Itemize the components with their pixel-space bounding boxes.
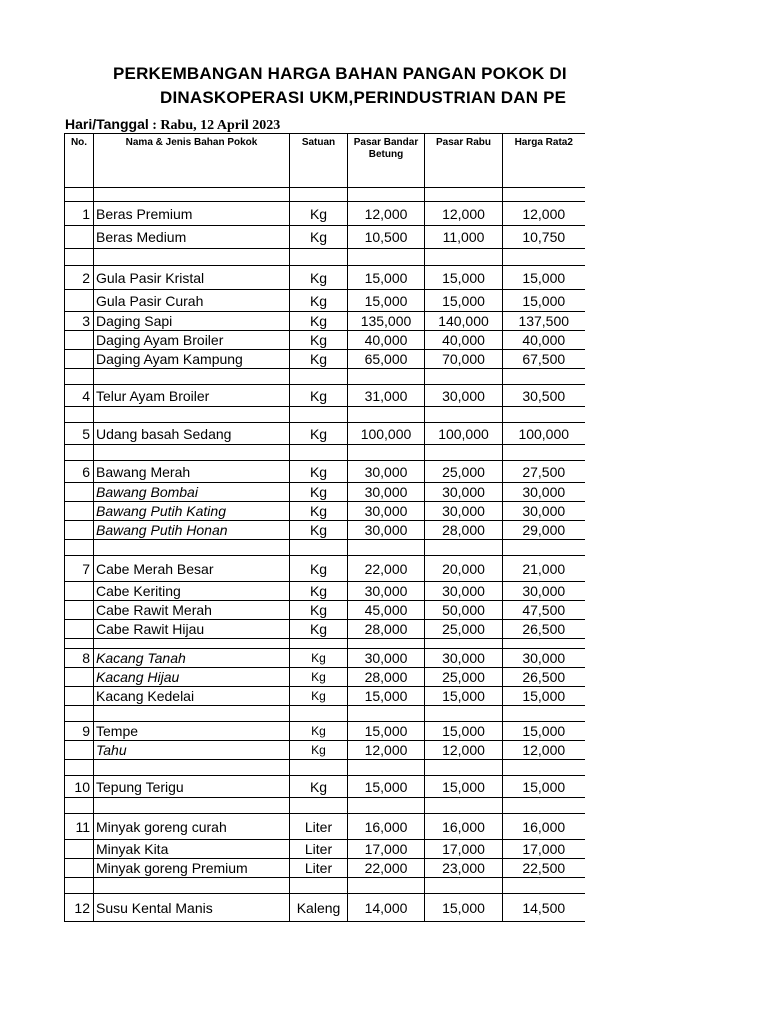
item-name: Minyak Kita bbox=[94, 840, 290, 859]
item-unit: Kg bbox=[290, 226, 348, 249]
price-market1: 22,000 bbox=[348, 556, 425, 582]
price-market1: 30,000 bbox=[348, 502, 425, 521]
price-market1 bbox=[348, 639, 425, 649]
table-row bbox=[65, 423, 585, 445]
item-unit: Kg bbox=[290, 687, 348, 706]
item-name: Tahu bbox=[94, 741, 290, 760]
row-number bbox=[65, 369, 94, 385]
price-market2: 30,000 bbox=[425, 582, 503, 601]
item-unit bbox=[290, 639, 348, 649]
item-unit: Kg bbox=[290, 202, 348, 226]
table-row bbox=[65, 521, 585, 540]
col-header-avg: Harga Rata2 bbox=[503, 134, 585, 188]
price-average: 30,000 bbox=[503, 582, 585, 601]
row-number bbox=[65, 331, 94, 350]
table-row bbox=[65, 556, 585, 582]
price-market1: 15,000 bbox=[348, 776, 425, 798]
item-name: Kacang Tanah bbox=[94, 649, 290, 668]
table-row-spacer bbox=[65, 706, 585, 722]
row-number bbox=[65, 249, 94, 266]
price-market1: 30,000 bbox=[348, 582, 425, 601]
price-market2 bbox=[425, 878, 503, 894]
item-unit bbox=[290, 540, 348, 556]
item-unit: Kg bbox=[290, 582, 348, 601]
item-name: Bawang Merah bbox=[94, 461, 290, 483]
item-unit: Kg bbox=[290, 741, 348, 760]
price-average bbox=[503, 407, 585, 423]
item-unit: Kg bbox=[290, 266, 348, 290]
item-name: Cabe Rawit Hijau bbox=[94, 620, 290, 639]
price-average: 12,000 bbox=[503, 741, 585, 760]
item-name bbox=[94, 369, 290, 385]
item-name bbox=[94, 445, 290, 461]
item-unit: Kg bbox=[290, 521, 348, 540]
row-number bbox=[65, 668, 94, 687]
date-row bbox=[65, 116, 280, 134]
price-market2: 20,000 bbox=[425, 556, 503, 582]
item-name bbox=[94, 540, 290, 556]
item-name: Udang basah Sedang bbox=[94, 423, 290, 445]
table-row bbox=[65, 202, 585, 226]
item-name: Cabe Rawit Merah bbox=[94, 601, 290, 620]
table-row bbox=[65, 687, 585, 706]
row-number bbox=[65, 760, 94, 776]
row-number bbox=[65, 521, 94, 540]
price-market2: 30,000 bbox=[425, 483, 503, 502]
price-average: 30,000 bbox=[503, 502, 585, 521]
price-market2: 140,000 bbox=[425, 312, 503, 331]
date-value: : Rabu, 12 April 2023 bbox=[148, 118, 281, 133]
price-average: 15,000 bbox=[503, 687, 585, 706]
col-header-name: Nama & Jenis Bahan Pokok bbox=[94, 134, 290, 188]
price-market1: 12,000 bbox=[348, 202, 425, 226]
item-name: Minyak goreng curah bbox=[94, 814, 290, 840]
item-unit: Kg bbox=[290, 556, 348, 582]
price-market2: 15,000 bbox=[425, 776, 503, 798]
item-unit: Liter bbox=[290, 814, 348, 840]
price-average: 15,000 bbox=[503, 722, 585, 741]
item-unit: Kg bbox=[290, 290, 348, 312]
item-name: Tepung Terigu bbox=[94, 776, 290, 798]
price-market1: 30,000 bbox=[348, 461, 425, 483]
table-row bbox=[65, 350, 585, 369]
table-row-spacer bbox=[65, 249, 585, 266]
price-average bbox=[503, 798, 585, 814]
item-name: Bawang Putih Kating bbox=[94, 502, 290, 521]
table-row bbox=[65, 266, 585, 290]
price-market1 bbox=[348, 540, 425, 556]
price-market2 bbox=[425, 706, 503, 722]
price-market1: 45,000 bbox=[348, 601, 425, 620]
table-row bbox=[65, 840, 585, 859]
price-market2: 25,000 bbox=[425, 668, 503, 687]
item-unit: Kg bbox=[290, 350, 348, 369]
price-market1: 12,000 bbox=[348, 741, 425, 760]
item-unit bbox=[290, 878, 348, 894]
row-number bbox=[65, 540, 94, 556]
item-name: Daging Ayam Broiler bbox=[94, 331, 290, 350]
price-market2 bbox=[425, 249, 503, 266]
item-unit: Liter bbox=[290, 859, 348, 878]
table-row bbox=[65, 722, 585, 741]
row-number: 5 bbox=[65, 423, 94, 445]
row-number: 9 bbox=[65, 722, 94, 741]
page-title-line1: PERKEMBANGAN HARGA BAHAN PANGAN POKOK DI bbox=[113, 64, 567, 83]
price-market2: 40,000 bbox=[425, 331, 503, 350]
table-row bbox=[65, 859, 585, 878]
price-market2 bbox=[425, 540, 503, 556]
table-row bbox=[65, 582, 585, 601]
price-average bbox=[503, 249, 585, 266]
price-market1 bbox=[348, 407, 425, 423]
price-market2: 28,000 bbox=[425, 521, 503, 540]
price-average: 30,000 bbox=[503, 649, 585, 668]
price-market2: 17,000 bbox=[425, 840, 503, 859]
item-name: Kacang Hijau bbox=[94, 668, 290, 687]
item-name: Bawang Putih Honan bbox=[94, 521, 290, 540]
item-unit: Kg bbox=[290, 483, 348, 502]
price-market2: 23,000 bbox=[425, 859, 503, 878]
price-market2: 15,000 bbox=[425, 894, 503, 922]
price-average bbox=[503, 369, 585, 385]
price-market1 bbox=[348, 188, 425, 202]
price-market1 bbox=[348, 878, 425, 894]
price-market1 bbox=[348, 369, 425, 385]
price-market1: 100,000 bbox=[348, 423, 425, 445]
price-market2: 15,000 bbox=[425, 266, 503, 290]
price-market1 bbox=[348, 760, 425, 776]
table-row bbox=[65, 331, 585, 350]
price-market2 bbox=[425, 798, 503, 814]
price-market1: 40,000 bbox=[348, 331, 425, 350]
price-market1: 15,000 bbox=[348, 687, 425, 706]
item-name: Susu Kental Manis bbox=[94, 894, 290, 922]
item-unit: Kg bbox=[290, 722, 348, 741]
price-average: 27,500 bbox=[503, 461, 585, 483]
row-number bbox=[65, 407, 94, 423]
item-unit: Kg bbox=[290, 668, 348, 687]
price-average: 12,000 bbox=[503, 202, 585, 226]
row-number bbox=[65, 639, 94, 649]
item-unit bbox=[290, 706, 348, 722]
item-name bbox=[94, 878, 290, 894]
item-name bbox=[94, 188, 290, 202]
price-market2: 30,000 bbox=[425, 385, 503, 407]
item-unit bbox=[290, 249, 348, 266]
price-market1 bbox=[348, 706, 425, 722]
price-average: 30,500 bbox=[503, 385, 585, 407]
price-market2 bbox=[425, 188, 503, 202]
table-row-spacer bbox=[65, 798, 585, 814]
price-average: 14,500 bbox=[503, 894, 585, 922]
price-market1: 15,000 bbox=[348, 722, 425, 741]
col-header-market1: Pasar Bandar Betung bbox=[348, 134, 425, 188]
price-market2: 15,000 bbox=[425, 687, 503, 706]
price-average: 15,000 bbox=[503, 290, 585, 312]
price-average bbox=[503, 188, 585, 202]
row-number bbox=[65, 226, 94, 249]
price-average: 26,500 bbox=[503, 620, 585, 639]
price-average: 30,000 bbox=[503, 483, 585, 502]
price-market2: 15,000 bbox=[425, 290, 503, 312]
row-number bbox=[65, 878, 94, 894]
item-name bbox=[94, 249, 290, 266]
row-number bbox=[65, 798, 94, 814]
price-market1: 15,000 bbox=[348, 266, 425, 290]
item-name bbox=[94, 760, 290, 776]
table-row bbox=[65, 741, 585, 760]
table-row bbox=[65, 226, 585, 249]
price-average: 29,000 bbox=[503, 521, 585, 540]
item-name: Beras Medium bbox=[94, 226, 290, 249]
table-body bbox=[65, 188, 585, 922]
row-number bbox=[65, 840, 94, 859]
item-unit: Liter bbox=[290, 840, 348, 859]
row-number: 6 bbox=[65, 461, 94, 483]
page-title-line2: DINASKOPERASI UKM,PERINDUSTRIAN DAN PE bbox=[160, 88, 567, 107]
table-row bbox=[65, 894, 585, 922]
row-number bbox=[65, 445, 94, 461]
price-average bbox=[503, 639, 585, 649]
item-unit: Kg bbox=[290, 502, 348, 521]
row-number bbox=[65, 859, 94, 878]
row-number: 12 bbox=[65, 894, 94, 922]
row-number: 2 bbox=[65, 266, 94, 290]
item-name: Daging Sapi bbox=[94, 312, 290, 331]
price-market1: 135,000 bbox=[348, 312, 425, 331]
item-unit: Kg bbox=[290, 423, 348, 445]
table-row bbox=[65, 502, 585, 521]
row-number bbox=[65, 601, 94, 620]
table-row bbox=[65, 776, 585, 798]
price-market1: 17,000 bbox=[348, 840, 425, 859]
item-unit bbox=[290, 407, 348, 423]
price-market1: 16,000 bbox=[348, 814, 425, 840]
price-average: 16,000 bbox=[503, 814, 585, 840]
table-row bbox=[65, 483, 585, 502]
item-name bbox=[94, 407, 290, 423]
row-number: 10 bbox=[65, 776, 94, 798]
col-header-market2: Pasar Rabu bbox=[425, 134, 503, 188]
table-row bbox=[65, 814, 585, 840]
table-row-spacer bbox=[65, 369, 585, 385]
item-unit: Kg bbox=[290, 331, 348, 350]
price-table bbox=[64, 133, 585, 922]
price-market1: 65,000 bbox=[348, 350, 425, 369]
item-unit bbox=[290, 445, 348, 461]
item-name bbox=[94, 798, 290, 814]
row-number: 11 bbox=[65, 814, 94, 840]
row-number bbox=[65, 350, 94, 369]
price-average: 15,000 bbox=[503, 776, 585, 798]
price-average bbox=[503, 760, 585, 776]
price-market1 bbox=[348, 798, 425, 814]
row-number bbox=[65, 706, 94, 722]
row-number bbox=[65, 687, 94, 706]
row-number bbox=[65, 741, 94, 760]
table-row bbox=[65, 312, 585, 331]
item-unit: Kg bbox=[290, 776, 348, 798]
item-name: Telur Ayam Broiler bbox=[94, 385, 290, 407]
price-average: 17,000 bbox=[503, 840, 585, 859]
price-average: 137,500 bbox=[503, 312, 585, 331]
price-market2: 11,000 bbox=[425, 226, 503, 249]
price-market2 bbox=[425, 369, 503, 385]
price-market2: 12,000 bbox=[425, 741, 503, 760]
table-row bbox=[65, 461, 585, 483]
row-number: 3 bbox=[65, 312, 94, 331]
table-row-spacer bbox=[65, 540, 585, 556]
row-number bbox=[65, 290, 94, 312]
table-row bbox=[65, 649, 585, 668]
price-average: 10,750 bbox=[503, 226, 585, 249]
price-market2: 25,000 bbox=[425, 620, 503, 639]
price-market1: 10,500 bbox=[348, 226, 425, 249]
price-market1: 31,000 bbox=[348, 385, 425, 407]
price-market2: 15,000 bbox=[425, 722, 503, 741]
price-market2 bbox=[425, 639, 503, 649]
price-market2: 16,000 bbox=[425, 814, 503, 840]
price-market1: 22,000 bbox=[348, 859, 425, 878]
item-name: Bawang Bombai bbox=[94, 483, 290, 502]
table-row-spacer bbox=[65, 407, 585, 423]
item-name: Cabe Merah Besar bbox=[94, 556, 290, 582]
item-name: Cabe Keriting bbox=[94, 582, 290, 601]
row-number bbox=[65, 582, 94, 601]
table-row-spacer bbox=[65, 445, 585, 461]
item-unit: Kg bbox=[290, 312, 348, 331]
price-market1: 30,000 bbox=[348, 483, 425, 502]
price-average: 26,500 bbox=[503, 668, 585, 687]
price-market2 bbox=[425, 407, 503, 423]
price-average bbox=[503, 445, 585, 461]
row-number bbox=[65, 620, 94, 639]
price-market2: 30,000 bbox=[425, 649, 503, 668]
item-unit: Kg bbox=[290, 620, 348, 639]
price-market1 bbox=[348, 249, 425, 266]
price-market2: 30,000 bbox=[425, 502, 503, 521]
table-row bbox=[65, 668, 585, 687]
item-name: Daging Ayam Kampung bbox=[94, 350, 290, 369]
date-label: Hari/Tanggal bbox=[65, 116, 149, 132]
price-market1 bbox=[348, 445, 425, 461]
price-market1: 28,000 bbox=[348, 620, 425, 639]
price-average: 15,000 bbox=[503, 266, 585, 290]
item-unit: Kg bbox=[290, 385, 348, 407]
row-number: 1 bbox=[65, 202, 94, 226]
price-average bbox=[503, 540, 585, 556]
price-market1: 28,000 bbox=[348, 668, 425, 687]
price-market2: 12,000 bbox=[425, 202, 503, 226]
price-market1: 15,000 bbox=[348, 290, 425, 312]
row-number bbox=[65, 483, 94, 502]
item-name: Beras Premium bbox=[94, 202, 290, 226]
item-unit: Kaleng bbox=[290, 894, 348, 922]
table-header-row bbox=[65, 134, 585, 188]
row-number: 4 bbox=[65, 385, 94, 407]
item-name bbox=[94, 639, 290, 649]
item-unit bbox=[290, 188, 348, 202]
row-number: 7 bbox=[65, 556, 94, 582]
item-unit bbox=[290, 760, 348, 776]
price-market1: 30,000 bbox=[348, 649, 425, 668]
table-row bbox=[65, 620, 585, 639]
price-market2 bbox=[425, 760, 503, 776]
price-average bbox=[503, 706, 585, 722]
item-unit: Kg bbox=[290, 649, 348, 668]
price-market2: 50,000 bbox=[425, 601, 503, 620]
price-market2: 100,000 bbox=[425, 423, 503, 445]
item-unit bbox=[290, 369, 348, 385]
price-average: 21,000 bbox=[503, 556, 585, 582]
table-row-spacer bbox=[65, 760, 585, 776]
row-number bbox=[65, 502, 94, 521]
price-market2: 25,000 bbox=[425, 461, 503, 483]
item-name: Tempe bbox=[94, 722, 290, 741]
item-unit: Kg bbox=[290, 461, 348, 483]
item-unit bbox=[290, 798, 348, 814]
item-name bbox=[94, 706, 290, 722]
price-average bbox=[503, 878, 585, 894]
row-number bbox=[65, 188, 94, 202]
col-header-unit: Satuan bbox=[290, 134, 348, 188]
table-row-spacer bbox=[65, 878, 585, 894]
price-average: 40,000 bbox=[503, 331, 585, 350]
table-row bbox=[65, 290, 585, 312]
item-name: Gula Pasir Kristal bbox=[94, 266, 290, 290]
price-market1: 14,000 bbox=[348, 894, 425, 922]
table-row-spacer bbox=[65, 188, 585, 202]
price-average: 67,500 bbox=[503, 350, 585, 369]
price-average: 22,500 bbox=[503, 859, 585, 878]
table-row bbox=[65, 601, 585, 620]
table-row bbox=[65, 385, 585, 407]
price-market2: 70,000 bbox=[425, 350, 503, 369]
table-row-spacer bbox=[65, 639, 585, 649]
item-unit: Kg bbox=[290, 601, 348, 620]
price-average: 100,000 bbox=[503, 423, 585, 445]
item-name: Minyak goreng Premium bbox=[94, 859, 290, 878]
item-name: Gula Pasir Curah bbox=[94, 290, 290, 312]
col-header-no: No. bbox=[65, 134, 94, 188]
price-average: 47,500 bbox=[503, 601, 585, 620]
item-name: Kacang Kedelai bbox=[94, 687, 290, 706]
price-market1: 30,000 bbox=[348, 521, 425, 540]
price-market2 bbox=[425, 445, 503, 461]
row-number: 8 bbox=[65, 649, 94, 668]
